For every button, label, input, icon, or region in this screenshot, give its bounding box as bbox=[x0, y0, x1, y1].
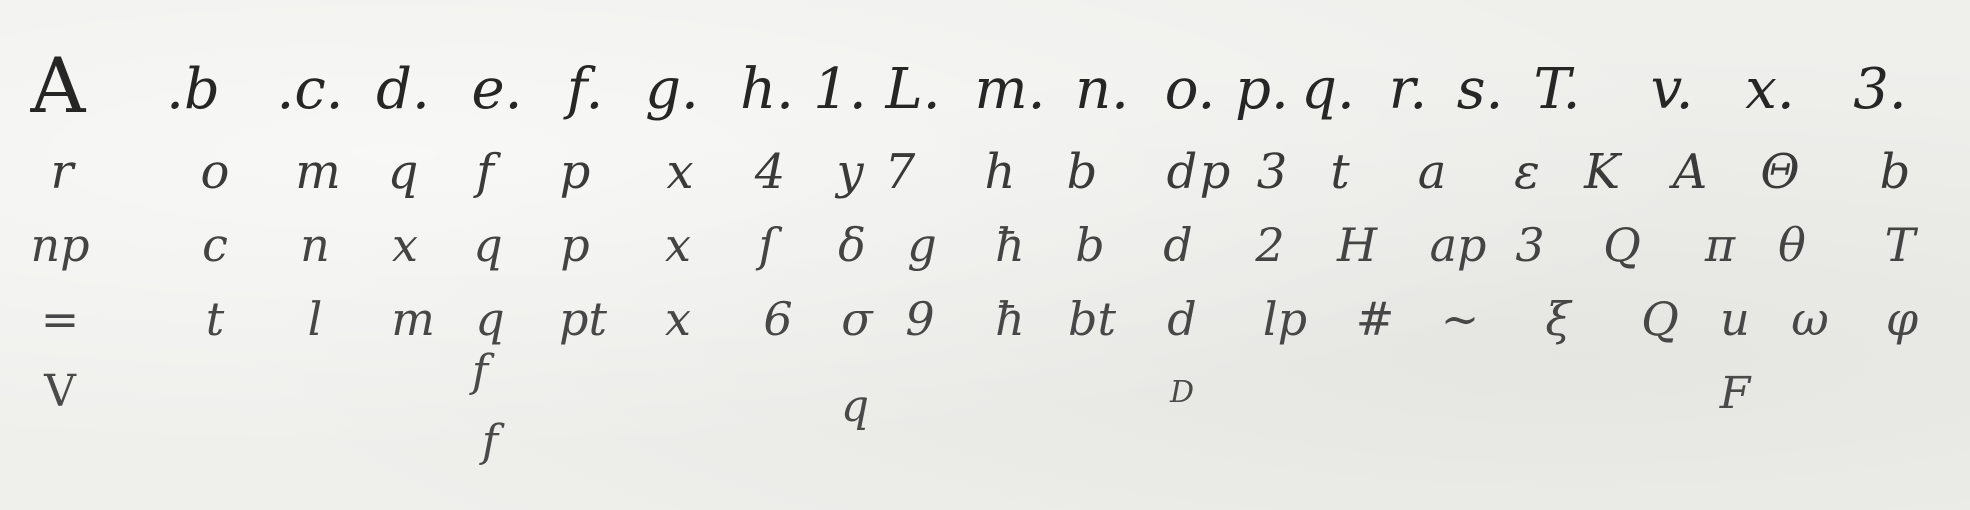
cipher-glyph: q bbox=[475, 292, 505, 346]
cipher-glyph: r bbox=[50, 144, 74, 200]
cipher-glyph: δ bbox=[838, 218, 866, 272]
header-glyph: h. bbox=[740, 57, 794, 122]
cipher-glyph: Q bbox=[1603, 218, 1641, 272]
cipher-glyph: p bbox=[559, 144, 591, 200]
header-glyph: p. bbox=[1235, 57, 1289, 122]
cipher-glyph: c bbox=[202, 218, 228, 272]
extra-glyph: f bbox=[481, 416, 499, 467]
cipher-glyph: Q bbox=[1641, 292, 1679, 346]
header-glyph: v. bbox=[1650, 57, 1694, 122]
cipher-glyph: 4 bbox=[754, 144, 786, 200]
cipher-glyph: m bbox=[295, 144, 341, 200]
cipher-glyph: 3 bbox=[1515, 218, 1545, 272]
cipher-glyph: np bbox=[30, 218, 90, 272]
extra-glyph: D bbox=[1169, 375, 1195, 410]
header-glyph: e. bbox=[471, 57, 523, 122]
header-glyph: A bbox=[30, 41, 86, 130]
cipher-glyph: T bbox=[1884, 218, 1916, 272]
header-glyph: L. bbox=[885, 57, 941, 122]
cipher-glyph: f bbox=[476, 144, 494, 200]
extra-glyph: f bbox=[471, 346, 489, 397]
cipher-glyph: b bbox=[1879, 144, 1911, 200]
cipher-glyph: ſ bbox=[758, 218, 776, 272]
cipher-glyph: u bbox=[1720, 292, 1750, 346]
cipher-glyph: 9 bbox=[905, 292, 935, 346]
cipher-glyph: π bbox=[1704, 218, 1736, 272]
cipher-glyph: d bbox=[1167, 292, 1197, 346]
header-glyph: g. bbox=[645, 57, 699, 122]
cipher-glyph: H bbox=[1336, 218, 1378, 272]
header-glyph: s. bbox=[1456, 57, 1504, 122]
cipher-glyph: ω bbox=[1791, 292, 1829, 346]
cipher-glyph: x bbox=[392, 218, 418, 272]
header-glyph: m. bbox=[974, 57, 1046, 122]
cipher-glyph: 2 bbox=[1255, 218, 1285, 272]
cipher-glyph: lp bbox=[1262, 292, 1308, 346]
cipher-glyph: φ bbox=[1885, 292, 1919, 346]
cipher-glyph: q bbox=[387, 144, 419, 200]
extra-glyph: V bbox=[44, 366, 76, 417]
cipher-glyph: = bbox=[40, 292, 80, 346]
cipher-glyph: ap bbox=[1429, 218, 1487, 272]
header-glyph: T. bbox=[1533, 57, 1581, 122]
cipher-glyph: ħ bbox=[995, 218, 1025, 272]
cipher-glyph: x bbox=[665, 218, 691, 272]
header-glyph: q. bbox=[1301, 57, 1355, 122]
header-glyph: r. bbox=[1388, 57, 1428, 122]
header-glyph: .b bbox=[166, 57, 220, 122]
cipher-glyph: b bbox=[1075, 218, 1105, 272]
extra-glyph: F bbox=[1719, 368, 1751, 419]
header-glyph: o. bbox=[1164, 57, 1216, 122]
cipher-glyph: l bbox=[307, 292, 323, 346]
cipher-glyph: q bbox=[473, 218, 503, 272]
cipher-glyph: 7 bbox=[884, 144, 916, 200]
extra-glyph: q bbox=[840, 381, 870, 432]
cipher-glyph: h bbox=[984, 144, 1016, 200]
cipher-glyph: b bbox=[1066, 144, 1098, 200]
header-glyph: .c. bbox=[276, 57, 344, 122]
cipher-glyph: ξ bbox=[1545, 292, 1571, 346]
cipher-glyph: o bbox=[200, 144, 230, 200]
cipher-glyph: t bbox=[205, 292, 225, 346]
header-glyph: f. bbox=[566, 57, 604, 122]
cipher-glyph: x bbox=[665, 292, 691, 346]
header-glyph: n. bbox=[1075, 57, 1129, 122]
cipher-glyph: A bbox=[1672, 144, 1708, 200]
cipher-glyph: ħ bbox=[995, 292, 1025, 346]
cipher-glyph: ∼ bbox=[1440, 292, 1480, 346]
header-glyph: d. bbox=[376, 57, 430, 122]
cipher-glyph: x bbox=[666, 144, 694, 200]
cipher-glyph: 6 bbox=[763, 292, 793, 346]
cipher-glyph: σ bbox=[841, 292, 873, 346]
cipher-glyph: # bbox=[1355, 292, 1395, 346]
header-glyph: 1. bbox=[813, 57, 867, 122]
cipher-glyph: p bbox=[1199, 144, 1231, 200]
cipher-glyph: p bbox=[560, 218, 590, 272]
cipher-glyph: y bbox=[836, 144, 864, 200]
cipher-glyph: Θ bbox=[1760, 144, 1800, 200]
cipher-glyph: K bbox=[1584, 144, 1620, 200]
cipher-glyph: d bbox=[1166, 144, 1198, 200]
cipher-glyph: bt bbox=[1068, 292, 1116, 346]
cipher-glyph: n bbox=[300, 218, 330, 272]
cipher-glyph: pt bbox=[559, 292, 607, 346]
cipher-glyph: θ bbox=[1778, 218, 1806, 272]
cipher-glyph: d bbox=[1163, 218, 1193, 272]
cipher-glyph: ε bbox=[1514, 144, 1540, 200]
cipher-glyph: a bbox=[1417, 144, 1447, 200]
cipher-glyph: 3 bbox=[1256, 144, 1288, 200]
header-glyph: x. bbox=[1745, 57, 1795, 122]
cipher-glyph: g bbox=[907, 218, 937, 272]
header-glyph: 3. bbox=[1853, 57, 1907, 122]
cipher-glyph: m bbox=[391, 292, 435, 346]
cipher-glyph: t bbox=[1330, 144, 1350, 200]
